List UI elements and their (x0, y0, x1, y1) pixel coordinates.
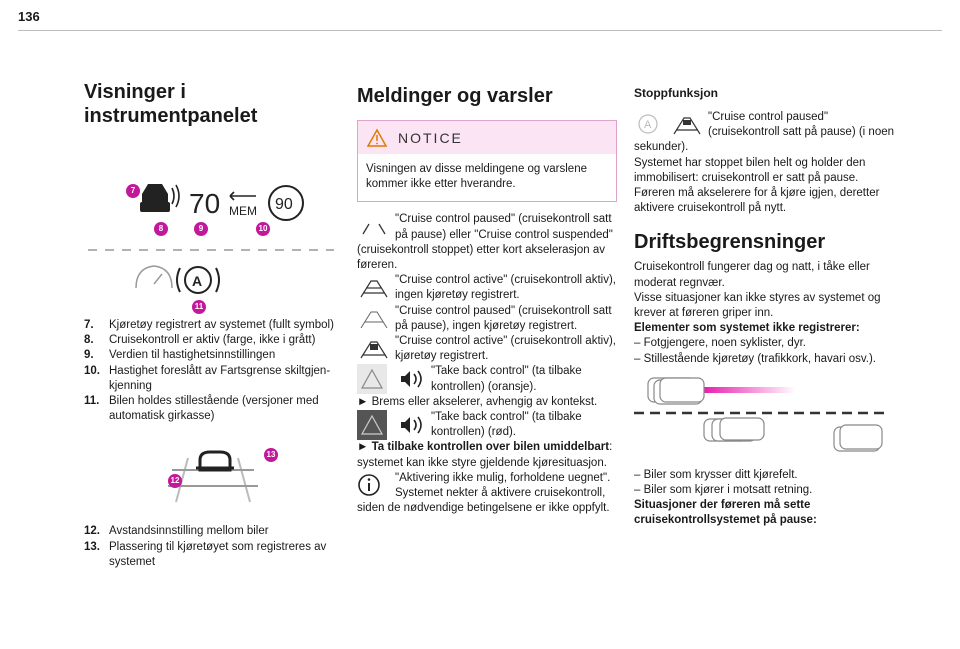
svg-text:A: A (644, 119, 652, 131)
limits-text-1: Cruisekontroll fungerer dag og natt, i tåke eller moderat regnvær. (634, 261, 870, 289)
message-activation-impossible: "Aktivering ikke mulig, forholdene uegnet". Systemet nekter å aktivere cruisekontroll, siden de nødvendige betingelsene er ikke oppfylt. (357, 471, 611, 515)
svg-text:A: A (192, 273, 203, 289)
step-take-control: ► Ta tilbake kontrollen over bilen umiddelbart: systemet kan ikke styre gjeldende kjøresituasjon. (357, 441, 613, 469)
stop-function-text: Systemet har stoppet bilen helt og holder den immobilisert: cruisekontroll er satt på pause. Føreren må akselerere for å kjøre igjen, deretter aktivere cruisekontroll på nytt. (634, 156, 880, 215)
lane-vehicle-icon (357, 334, 391, 364)
list-item: 10. Hastighet foreslått av Fartsgrense skiltgjenkjenning (84, 364, 331, 392)
gauge-grey-icon (136, 266, 172, 288)
notice-box (357, 120, 617, 202)
list-item: 13. Plassering til kjøretøyet som registreres av systemet (84, 540, 327, 568)
message-paused-no-vehicle: "Cruise control paused" (cruisekontroll satt på pause), ingen kjøretøy registrert. (357, 304, 617, 334)
message-take-back-orange: "Take back control" (ta tilbake kontrollen) (oransje). (357, 364, 617, 394)
limits-text-2: Visse situasjoner kan ikke styres av systemet og krever at føreren griper inn. (634, 291, 881, 320)
distance-setting-illustration (84, 440, 342, 508)
list-item: – Fotgjengere, noen syklister, dyr. (634, 337, 806, 350)
distance-figure (84, 440, 342, 508)
mem-icon (230, 192, 256, 200)
section-title-messages: Meldinger og varsler (357, 85, 553, 107)
cases-list (634, 468, 896, 498)
list-item: – Biler som krysser ditt kjørefelt. (634, 468, 798, 481)
stop-function-title: Stoppfunksjon (634, 86, 718, 100)
badge-7: 7 (126, 184, 140, 198)
badge-8: 8 (154, 222, 168, 236)
page-number: 136 (18, 9, 40, 24)
warning-triangle-icon (366, 128, 388, 148)
list-item: 9. Verdien til hastighetsinnstillingen (84, 349, 276, 362)
badge-9: 9 (194, 222, 208, 236)
lane-active-icon (357, 273, 391, 303)
legend-list-1 (84, 318, 342, 424)
info-icon (357, 471, 391, 501)
header-rule (18, 30, 942, 31)
instrument-cluster-illustration (84, 138, 342, 318)
take-back-red-icon (357, 410, 427, 440)
not-registered-list (634, 336, 896, 366)
section-title-limits: Driftsbegrensninger (634, 231, 826, 254)
badge-11: 11 (192, 300, 206, 314)
svg-text:90: 90 (275, 196, 293, 213)
badge-12: 12 (168, 474, 182, 488)
list-item: 7. Kjøretøy registrert av systemet (fullt symbol) (84, 319, 334, 331)
step-brake: ► Brems eller akselerer, avhengig av kontekst. (357, 395, 598, 408)
car-radar-icon (140, 184, 170, 212)
notice-label: NOTICE (398, 129, 463, 146)
traffic-limits-illustration (634, 373, 896, 457)
list-item: 12. Avstandsinnstilling mellom biler (84, 525, 269, 538)
message-take-back-red: "Take back control" (ta tilbake kontrollen) (rød). (357, 410, 617, 440)
auto-hold-paused-icon (634, 110, 704, 140)
lane-paused-icon (357, 304, 391, 334)
lane-lines-icon (357, 212, 391, 242)
not-registered-title: Elementer som systemet ikke registrerer: (634, 322, 860, 335)
take-back-orange-icon (357, 364, 427, 394)
instrument-figure (84, 138, 342, 318)
svg-text:MEM: MEM (229, 204, 257, 218)
notice-text: Visningen av disse meldingene og varslene kommer ikke etter hverandre. (366, 163, 587, 191)
badge-10: 10 (256, 222, 270, 236)
badge-13: 13 (264, 448, 278, 462)
list-item: – Stillestående kjøretøy (trafikkork, havari osv.). (634, 352, 876, 365)
section-title-displays: Visninger i instrumentpanelet (84, 81, 258, 127)
legend-list-2 (84, 524, 342, 570)
list-item: 11. Bilen holdes stillestående (versjoner med automatisk girkasse) (84, 395, 319, 423)
message-active-vehicle: "Cruise control active" (cruisekontroll aktiv), kjøretøy registrert. (357, 334, 617, 364)
message-paused: "Cruise control paused" (cruisekontroll satt på pause) eller "Cruise control suspended" (cruisekontroll stoppet) etter kort akselerasjon av føreren. (357, 213, 613, 272)
column-instrument-panel (84, 80, 342, 570)
message-stop-paused: A "Cruise control paused" (cruisekontroll satt på pause) (i noen sekunder). (634, 111, 895, 154)
list-item: – Biler som kjører i motsatt retning. (634, 484, 813, 497)
list-item: 8. Cruisekontroll er aktiv (farge, ikke i grått) (84, 334, 316, 347)
column-stop-and-limits (634, 80, 896, 529)
vehicle-icon (196, 452, 234, 470)
pause-situations-title: Situasjoner der føreren må sette cruisekontrollsystemet på pause: (634, 499, 817, 527)
speed-value: 70 (189, 188, 221, 219)
message-active-no-vehicle: "Cruise control active" (cruisekontroll aktiv), ingen kjøretøy registrert. (357, 273, 617, 303)
column-messages (357, 80, 617, 516)
